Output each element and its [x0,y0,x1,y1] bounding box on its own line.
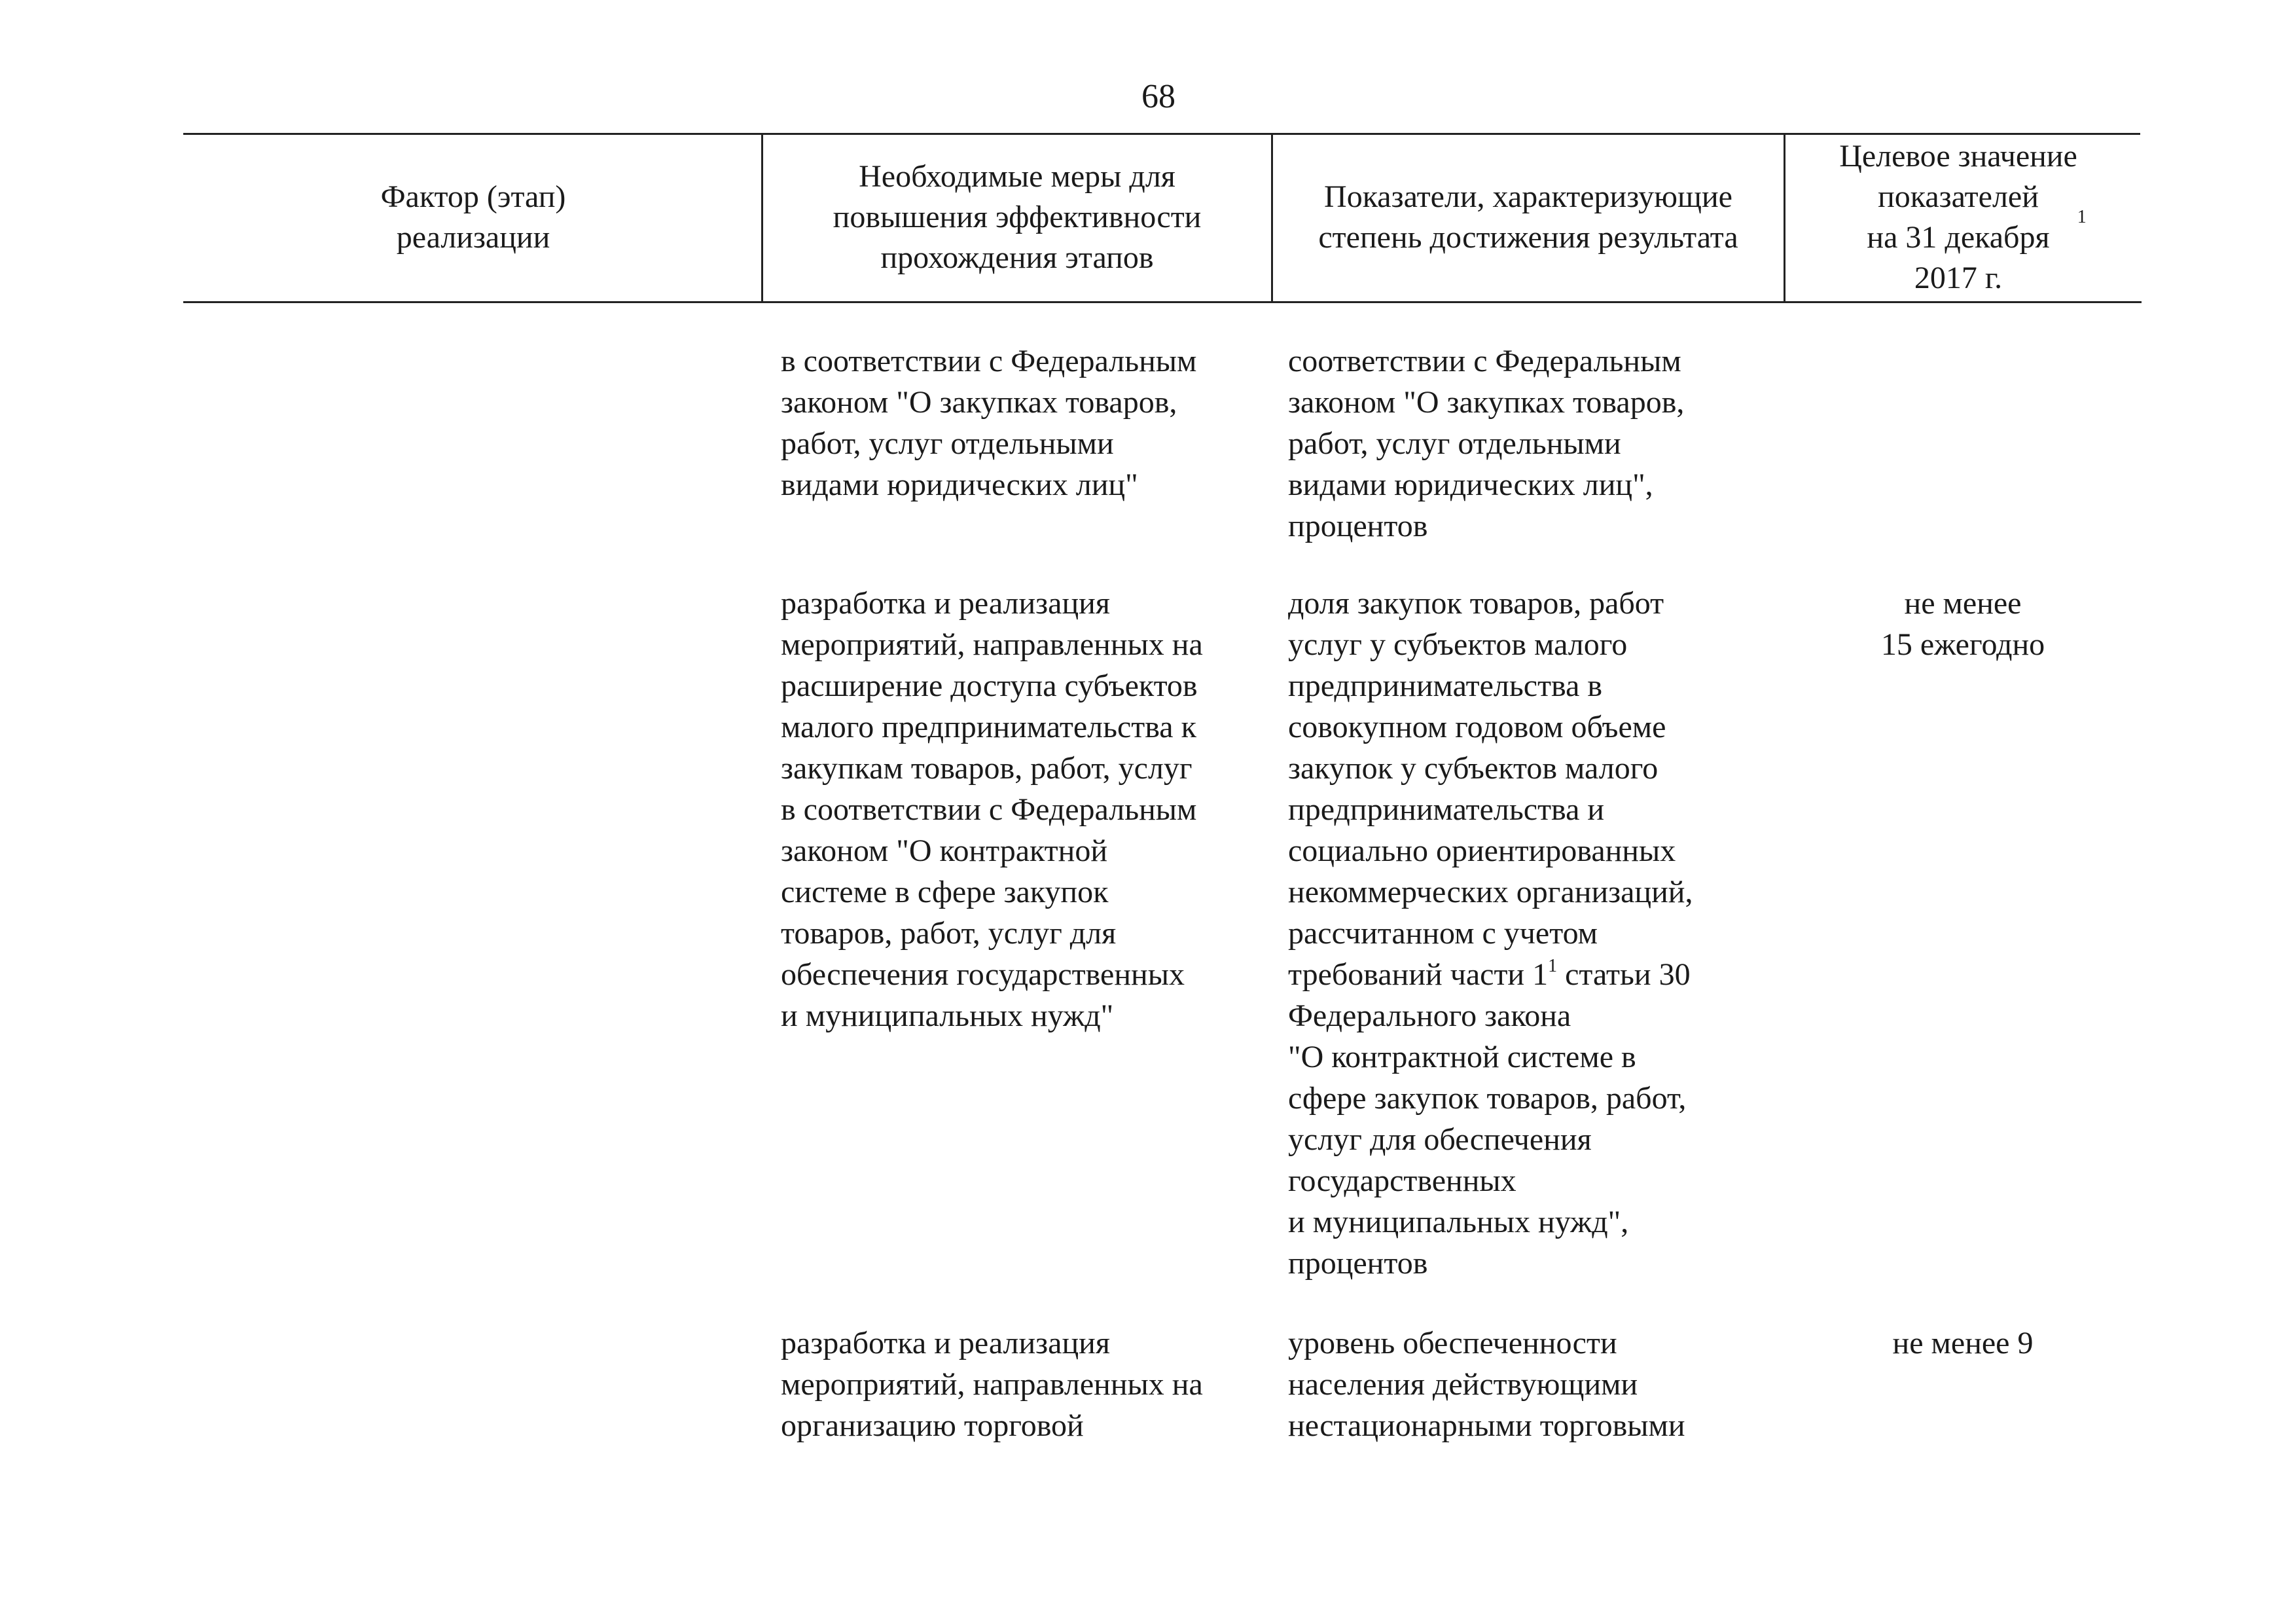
header-factor: Фактор (этап) реализации [380,179,566,255]
row-1-measure: в соответствии с Федеральным законом "О закупках товаров, работ, услуг отдельными видами юридических лиц" [781,344,1197,502]
row-3-indicator: уровень обеспеченности населения действующими нестационарными торговыми [1288,1326,1685,1443]
header-target-text: Целевое значение показателей на 31 декабря 2017 г. [1839,138,2077,295]
row-2-measure: разработка и реализация мероприятий, направленных на расширение доступа субъектов малого предпринимательства к закупкам товаров, работ, услуг в соответствии с Федеральным законом "О контрактной системе в сфере закупок товаров, работ, услуг для обеспечения государственных и муниципальных нужд" [781,586,1203,1033]
row-1-indicator: соответствии с Федеральным законом "О закупках товаров, работ, услуг отдельными видами юридических лиц", процентов [1288,344,1685,543]
row-2-target: не менее 15 ежегодно [1880,586,2045,662]
row-3-measure: разработка и реализация мероприятий, направленных на организацию торговой [781,1326,1203,1443]
row-2-indicator-superscript: 1 [1548,956,1558,976]
table-header-bottom-rule [183,301,2142,303]
row-2-indicator [1288,583,1785,1284]
header-target: Целевое значение показателей на 31 декабря 2017 г. 1 [1785,133,2140,301]
row-2-indicator-part-1: доля закупок товаров, работ услуг у субъектов малого предпринимательства в совокупном годовом объеме закупок у субъектов малого предпринимательства и социально ориентированных некоммерческих организаций, рассчитанном с учетом требований части 1 [1288,586,1693,992]
header-indicators: Показатели, характеризующие степень достижения результата [1318,179,1738,255]
header-measures: Необходимые меры для повышения эффективности прохождения этапов [833,158,1202,275]
page-number: 68 [1141,78,1175,115]
row-3-target: не менее 9 [1892,1326,2034,1360]
row-2-indicator-part-2: статьи 30 Федерального закона "О контрактной системе в сфере закупок товаров, работ, услуг для обеспечения государственных и муниципальных нужд", процентов [1288,957,1691,1281]
